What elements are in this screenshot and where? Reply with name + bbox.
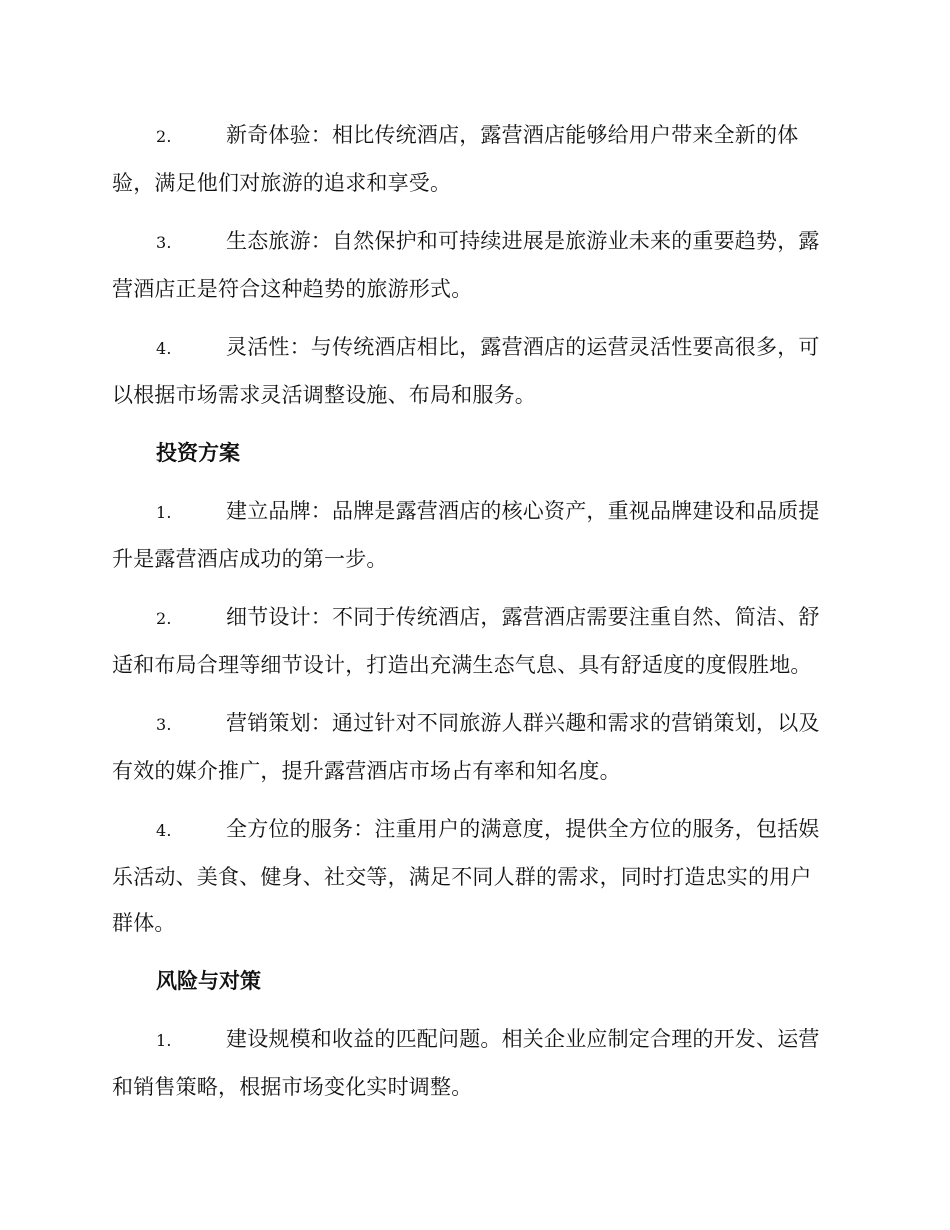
- list-number: 1.: [156, 503, 172, 522]
- list-number: 4.: [156, 339, 172, 358]
- list-text: 全方位的服务：注重用户的满意度，提供全方位的服务，包括娱乐活动、美食、健身、社交等，满足不同人群的需求，同时打造忠实的用户群体。: [112, 817, 820, 935]
- list-item: [112, 700, 832, 794]
- list-text: 生态旅游：自然保护和可持续进展是旅游业未来的重要趋势，露营酒店正是符合这种趋势的旅游形式。: [112, 229, 820, 301]
- list-item: [112, 1016, 832, 1110]
- list-text: 建立品牌：品牌是露营酒店的核心资产，重视品牌建设和品质提升是露营酒店成功的第一步。: [112, 499, 820, 571]
- list-item: [112, 112, 832, 206]
- list-item: [112, 806, 832, 946]
- list-text: 建设规模和收益的匹配问题。相关企业应制定合理的开发、运营和销售策略，根据市场变化实时调整。: [112, 1027, 820, 1099]
- list-item: [112, 488, 832, 582]
- list-number: 2.: [156, 609, 172, 628]
- list-text: 细节设计：不同于传统酒店，露营酒店需要注重自然、简洁、舒适和布局合理等细节设计，打造出充满生态气息、具有舒适度的度假胜地。: [112, 605, 820, 677]
- list-item: [112, 594, 832, 688]
- list-number: 4.: [156, 821, 172, 840]
- section-heading: 投资方案: [156, 441, 240, 465]
- section-heading: 风险与对策: [156, 969, 261, 993]
- list-number: 3.: [156, 715, 172, 734]
- list-text: 营销策划：通过针对不同旅游人群兴趣和需求的营销策划，以及有效的媒介推广，提升露营酒店市场占有率和知名度。: [112, 711, 820, 783]
- list-text: 灵活性：与传统酒店相比，露营酒店的运营灵活性要高很多，可以根据市场需求灵活调整设施、布局和服务。: [112, 335, 820, 407]
- document-page: [112, 112, 832, 1122]
- list-number: 1.: [156, 1031, 172, 1050]
- list-text: 新奇体验：相比传统酒店，露营酒店能够给用户带来全新的体验，满足他们对旅游的追求和享受。: [112, 123, 799, 195]
- list-item: [112, 324, 832, 418]
- list-item: [112, 218, 832, 312]
- list-number: 2.: [156, 127, 172, 146]
- list-number: 3.: [156, 233, 172, 252]
